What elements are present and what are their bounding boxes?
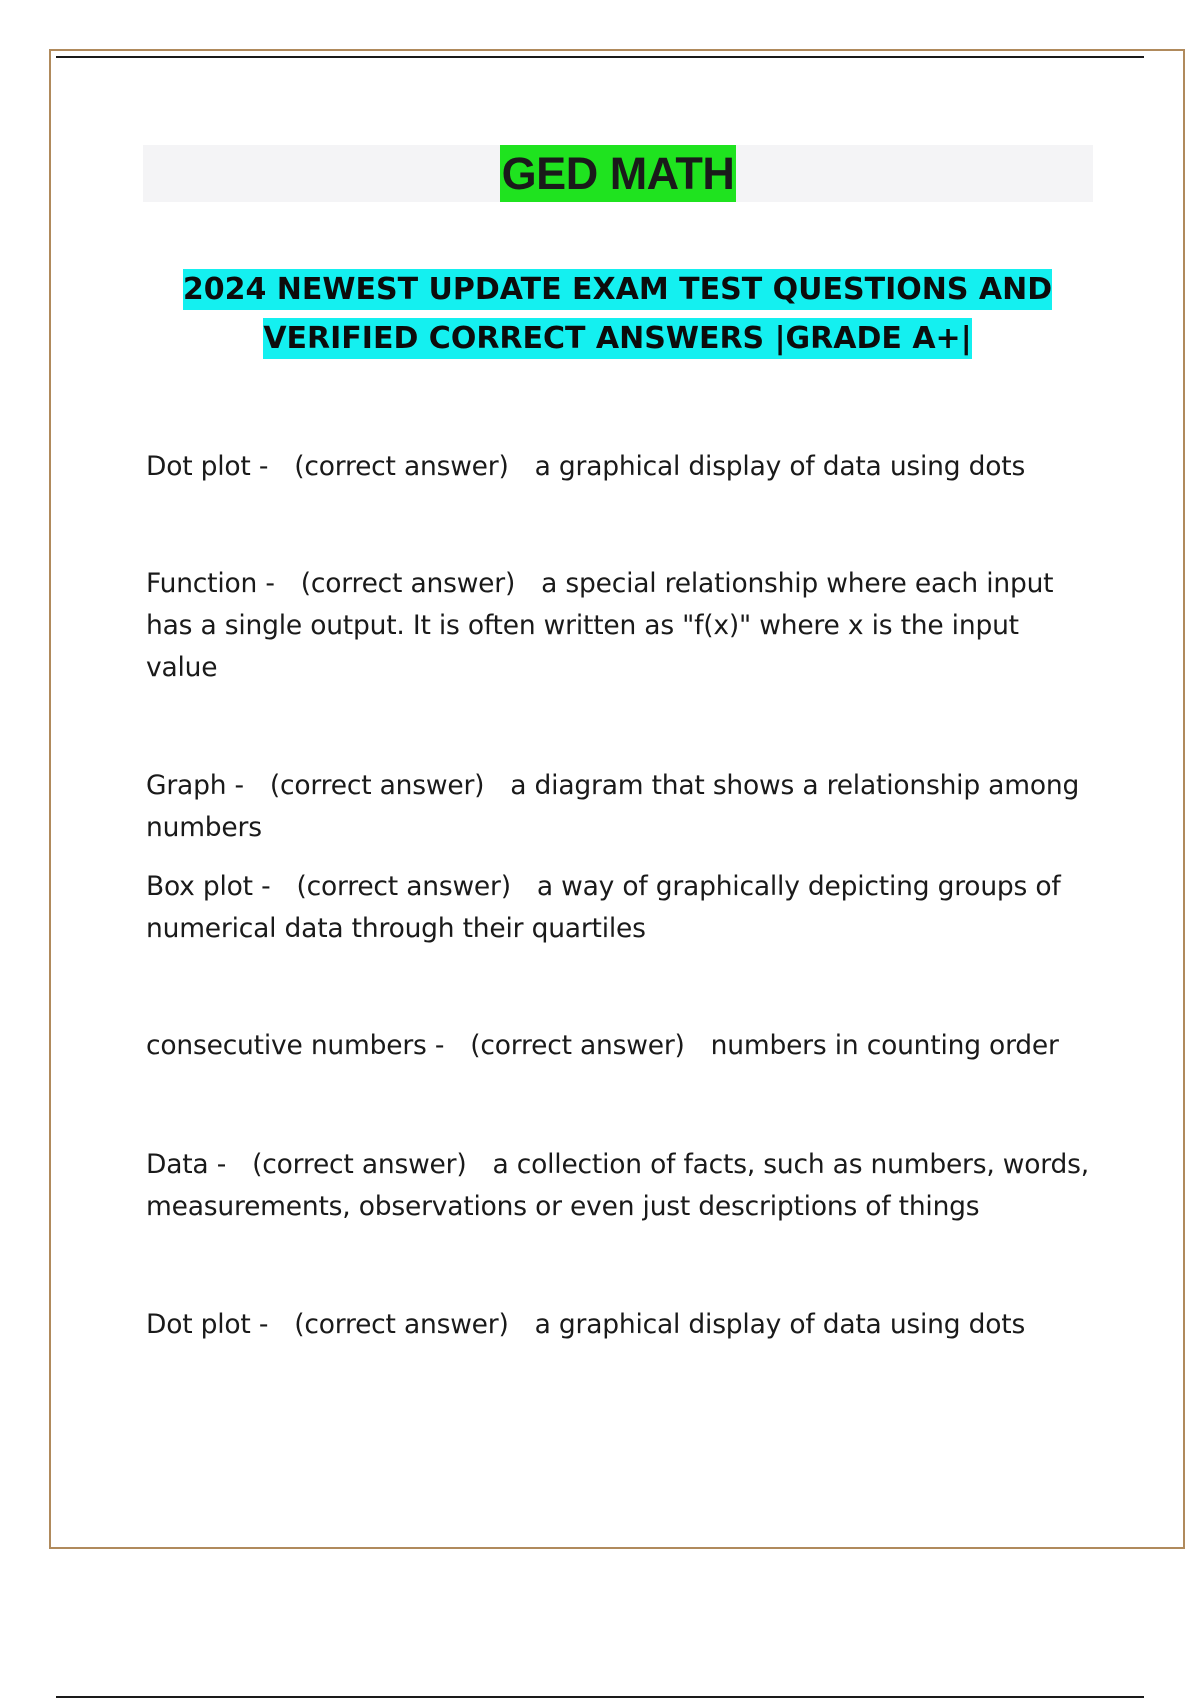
entry-definition: a graphical display of data using dots [534,451,1026,482]
qa-entry [146,563,1096,689]
header-rule [56,56,1144,58]
title-band [143,145,1093,202]
answer-marker: (correct answer) [296,871,511,902]
entry-term: Box plot - [146,871,270,902]
entry-definition: numbers in counting order [710,1030,1059,1061]
footer-rule [56,1696,1144,1698]
qa-entry [146,1144,1096,1228]
answer-marker: (correct answer) [294,1309,509,1340]
entry-term: Data - [146,1149,226,1180]
qa-entry [146,866,1096,950]
entry-definition: a special relationship where each input has a single output. It is often written as "f(x)" where x is the input value [146,568,1054,683]
answer-marker: (correct answer) [252,1149,467,1180]
entry-definition: a diagram that shows a relationship among numbers [146,770,1080,843]
entry-definition: a collection of facts, such as numbers, words, measurements, observations or even just descriptions of things [146,1149,1089,1222]
qa-entry [146,1025,1096,1067]
subtitle-line-2: VERIFIED CORRECT ANSWERS |GRADE A+| [263,318,971,359]
entry-term: Graph - [146,770,244,801]
entry-term: Dot plot - [146,1309,268,1340]
answer-marker: (correct answer) [470,1030,685,1061]
subtitle [130,265,1105,363]
qa-entry [146,765,1096,849]
entry-term: Function - [146,568,275,599]
entry-definition: a way of graphically depicting groups of numerical data through their quartiles [146,871,1061,944]
entry-term: consecutive numbers - [146,1030,444,1061]
page-title: GED MATH [500,145,737,202]
entry-definition: a graphical display of data using dots [534,1309,1026,1340]
entry-term: Dot plot - [146,451,268,482]
answer-marker: (correct answer) [269,770,485,801]
subtitle-line-1: 2024 NEWEST UPDATE EXAM TEST QUESTIONS AND [183,269,1052,310]
answer-marker: (correct answer) [294,451,509,482]
qa-entry [146,446,1096,488]
answer-marker: (correct answer) [300,568,516,599]
qa-entry [146,1304,1096,1346]
